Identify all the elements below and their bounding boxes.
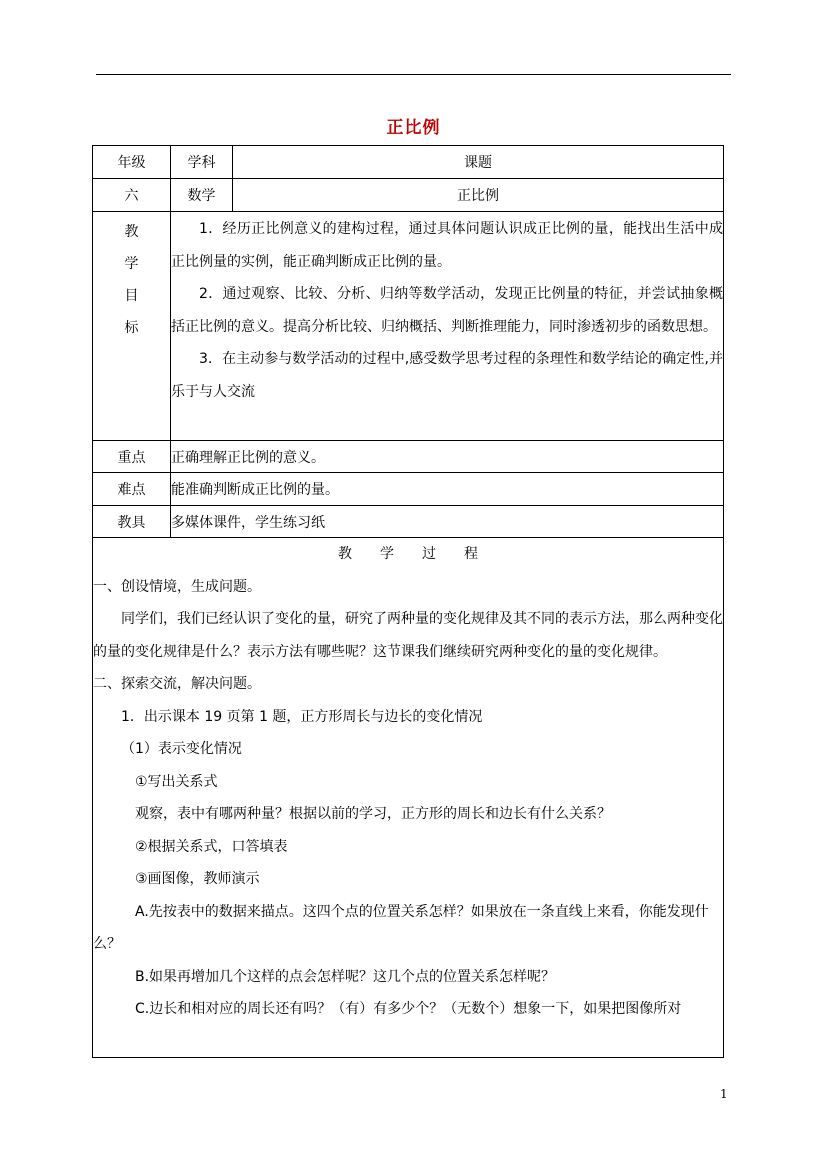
process-paragraph: 同学们，我们已经认识了变化的量，研究了两种量的变化规律及其不同的表示方法，那么两种变化的量的变化规律是什么？表示方法有哪些呢？这节课我们继续研究两种变化的量的变化规律。 (93, 611, 723, 660)
grade-header: 年级 (93, 146, 171, 179)
key-point-row (93, 441, 724, 473)
tools-text: 多媒体课件，学生练习纸 (171, 506, 724, 538)
process-content (93, 538, 724, 1058)
objectives-label-char: 目 (124, 288, 139, 304)
process-sub-1: （1）表示变化情况 (121, 741, 242, 757)
process-step-c: C.边长和相对应的周长还有吗？（有）有多少个？（无数个）想象一下，如果把图像所对 (135, 1001, 682, 1017)
objective-paragraph: 1．经历正比例意义的建构过程，通过具体问题认识成正比例的量，能找出生活中成正比例量的实例，能正确判断成正比例的量。 (171, 221, 723, 270)
difficulty-row (93, 473, 724, 506)
topic-header: 课题 (233, 146, 724, 179)
lesson-plan-table (92, 145, 724, 1058)
objectives-label-char: 标 (124, 320, 139, 336)
process-section-1: 一、创设情境，生成问题。 (93, 578, 261, 595)
objective-paragraph: 3．在主动参与数学活动的过程中,感受数学思考过程的条理性和数学结论的确定性,并乐于与人交流 (171, 351, 723, 400)
key-point-text: 正确理解正比例的意义。 (171, 441, 724, 473)
objectives-label-char: 教 (124, 224, 139, 240)
process-step-b: B.如果再增加几个这样的点会怎样呢？这几个点的位置关系怎样呢？ (135, 968, 556, 985)
objectives-label-char: 学 (124, 256, 139, 272)
process-heading: 教学过程 (338, 546, 506, 562)
grade-value: 六 (93, 179, 171, 212)
values-row (93, 179, 724, 212)
objectives-label (93, 212, 171, 441)
tools-label: 教具 (93, 506, 171, 538)
process-step-3: ③画图像，教师演示 (135, 871, 260, 887)
objectives-content (171, 212, 724, 441)
difficulty-text: 能准确判断成正比例的量。 (171, 473, 724, 506)
process-step-a: A.先按表中的数据来描点。这四个点的位置关系怎样？如果放在一条直线上来看，你能发现什么？ (93, 903, 709, 952)
process-step-2: ②根据关系式，口答填表 (135, 838, 288, 855)
subject-value: 数学 (171, 179, 233, 212)
objective-paragraph: 2．通过观察、比较、分析、归纳等数学活动，发现正比例量的特征，并尝试抽象概括正比例的意义。提高分析比较、归纳概括、判断推理能力，同时渗透初步的函数思想。 (171, 286, 723, 335)
difficulty-label: 难点 (93, 473, 171, 506)
process-section-2: 二、探索交流，解决问题。 (93, 676, 261, 692)
process-step-1-text: 观察，表中有哪两种量？根据以前的学习，正方形的周长和边长有什么关系？ (135, 806, 611, 822)
process-item-1: 1．出示课本 19 页第 1 题，正方形周长与边长的变化情况 (121, 708, 483, 725)
tools-row (93, 506, 724, 538)
document-title: 正比例 (386, 118, 441, 138)
header-rule (96, 74, 731, 75)
objectives-row (93, 212, 724, 441)
subject-header: 学科 (171, 146, 233, 179)
header-row (93, 146, 724, 179)
process-step-1: ①写出关系式 (135, 773, 218, 790)
key-point-label: 重点 (93, 441, 171, 473)
page-number: 1 (720, 1087, 728, 1101)
process-row (93, 538, 724, 1058)
topic-value: 正比例 (233, 179, 724, 212)
